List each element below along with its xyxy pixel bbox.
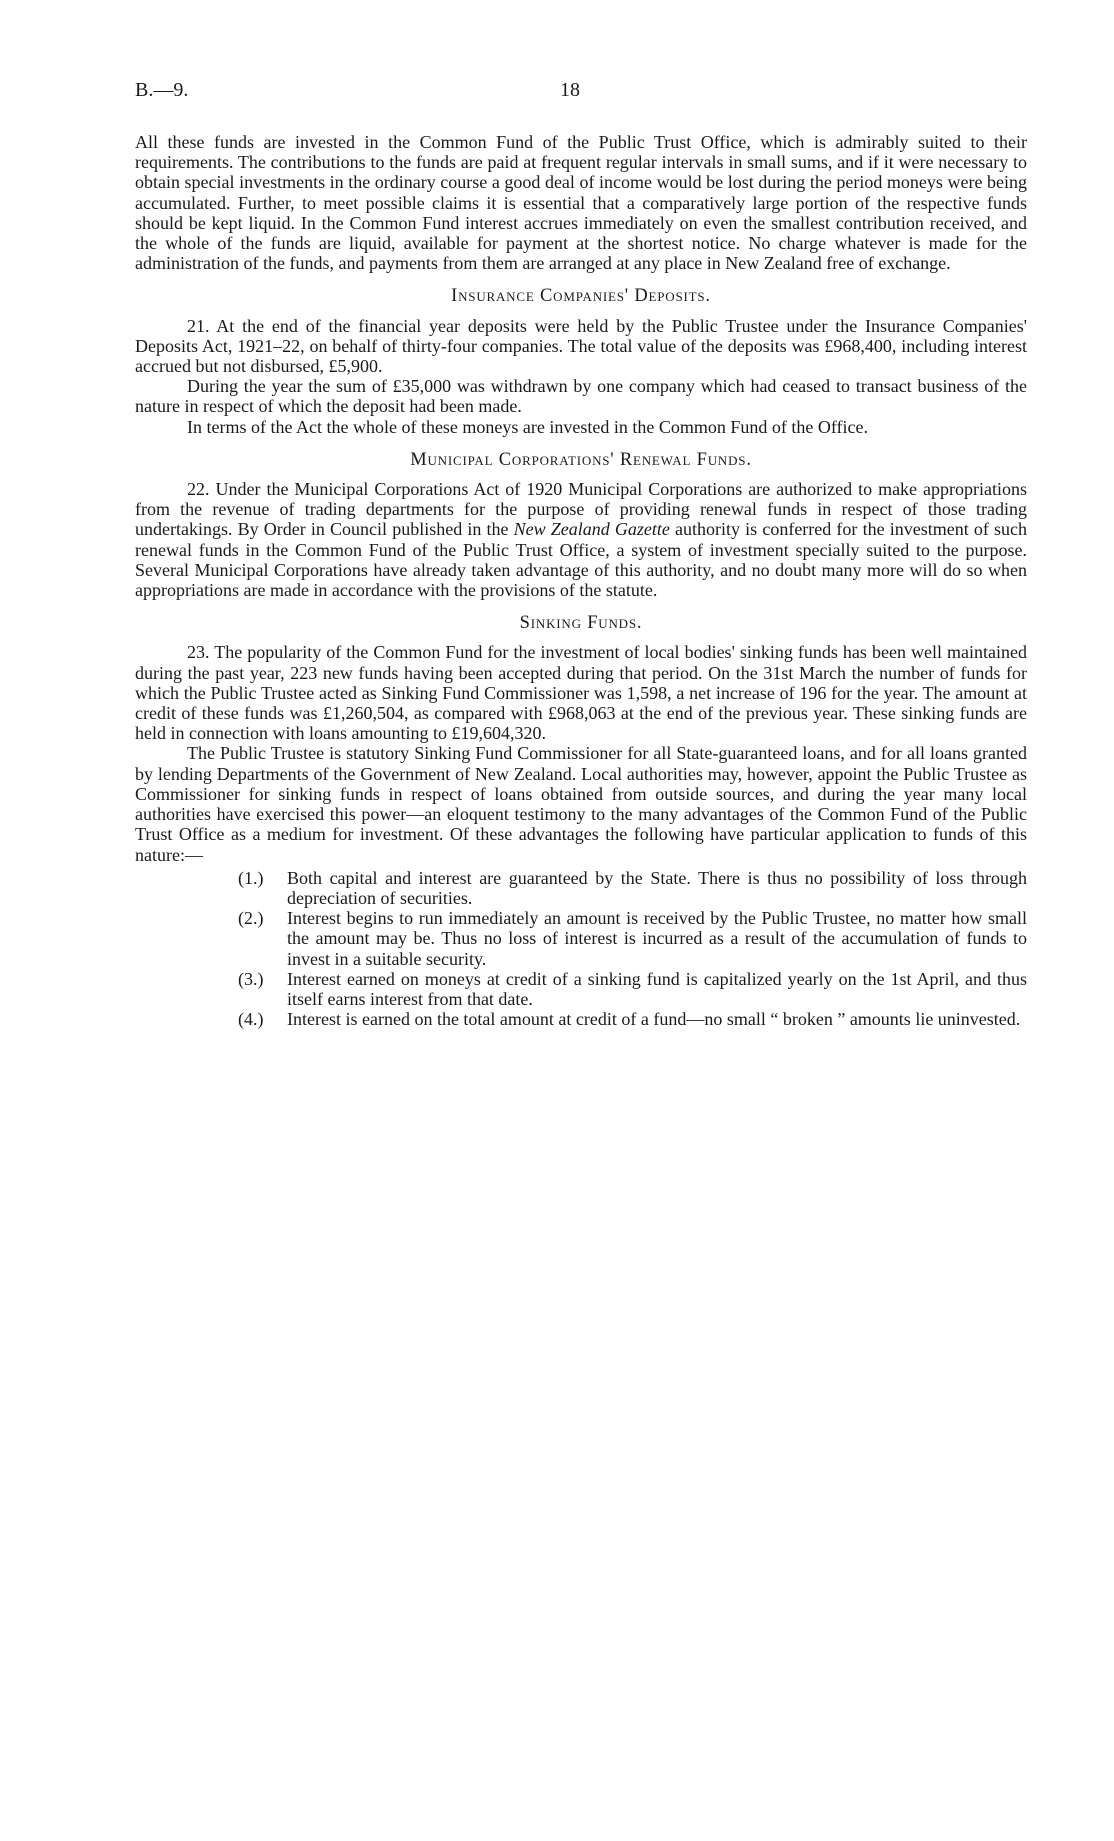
list-item-text: Interest begins to run immediately an amount is received by the Public Trustee, no matter how small the amount may be. Thus no loss of interest is incurred as a result of the accumulation of funds to invest in a suitable security. xyxy=(287,908,1027,969)
paragraph-21: 21. At the end of the financial year deposits were held by the Public Trustee under the Insurance Companies' Deposits Act, 1921–22, on behalf of thirty-four companies. The total value of the deposits was £968,400, including interest accrued but not disbursed, £5,900. xyxy=(135,315,1027,377)
heading-municipal-renewal-funds: Municipal Corporations' Renewal Funds. xyxy=(410,449,752,470)
list-item xyxy=(135,868,1027,908)
list-item-number: (2.) xyxy=(238,908,264,929)
advantages-list xyxy=(135,868,1027,1030)
list-item-text: Interest is earned on the total amount at credit of a fund—no small “ broken ” amounts lie uninvested. xyxy=(287,1009,1021,1030)
page-body xyxy=(135,132,1027,1029)
list-item xyxy=(135,908,1027,969)
heading-insurance-deposits: Insurance Companies' Deposits. xyxy=(451,286,711,307)
document-reference: B.—9. xyxy=(135,79,189,101)
heading-sinking-funds: Sinking Funds. xyxy=(519,613,643,634)
paragraph-22-part2: authority is conferred for the investment of such renewal funds in the Common Fund of the Public Trust Office, a system of investment specially suited to the purpose. Several Municipal Corporations have already taken advantage of this authority, and no doubt many more will do so when appropriations are made in accordance with the provisions of the statute. xyxy=(135,519,1027,601)
paragraph-22 xyxy=(135,479,1027,600)
list-item-number: (1.) xyxy=(238,867,264,888)
list-item-text: Interest earned on moneys at credit of a sinking fund is capitalized yearly on the 1st April, and thus itself earns interest from that date. xyxy=(287,968,1027,1009)
list-item xyxy=(135,969,1027,1009)
list-item xyxy=(135,1009,1027,1029)
paragraph-22-part1: 22. Under the Municipal Corporations Act of 1920 Municipal Corporations are authorized to make appropriations from the revenue of trading departments for the purpose of providing renewal funds in respect of those trading undertakings. By Order in Council published in the xyxy=(135,479,1027,540)
paragraph-23: 23. The popularity of the Common Fund for the investment of local bodies' sinking funds has been well maintained during the past year, 223 new funds having been accepted during that period. On the 31st March the number of funds for which the Public Trustee acted as Sinking Fund Commissioner was 1,598, a net increase of 196 for the year. The amount at credit of these funds was £1,260,504, as compared with £968,063 at the end of the previous year. These sinking funds are held in connection with loans amounting to £19,604,320. xyxy=(135,642,1027,744)
list-item-text: Both capital and interest are guaranteed by the State. There is thus no possibility of loss through depreciation of securities. xyxy=(287,867,1027,908)
list-item-number: (3.) xyxy=(238,968,264,989)
paragraph-common-fund: In terms of the Act the whole of these moneys are invested in the Common Fund of the Office. xyxy=(187,416,869,437)
page-number: 18 xyxy=(560,79,580,101)
list-item-number: (4.) xyxy=(238,1009,264,1030)
paragraph-statutory-commissioner: The Public Trustee is statutory Sinking Fund Commissioner for all State-guaranteed loans, and for all loans granted by lending Departments of the Government of New Zealand. Local authorities may, however, appoint the Public Trustee as Commissioner for sinking funds in respect of loans obtained from outside sources, and during the year many local authorities have exercised this power—an eloquent testimony to the many advantages of the Common Fund of the Public Trust Office as a medium for investment. Of these advantages the following have particular application to funds of this nature:— xyxy=(135,743,1027,865)
gazette-title: New Zealand Gazette xyxy=(513,519,670,540)
paragraph-withdrawal: During the year the sum of £35,000 was withdrawn by one company which had ceased to transact business of the nature in respect of which the deposit had been made. xyxy=(135,376,1027,417)
intro-paragraph: All these funds are invested in the Common Fund of the Public Trust Office, which is admirably suited to their requirements. The contributions to the funds are paid at frequent regular intervals in small sums, and if it were necessary to obtain special investments in the ordinary course a good deal of income would be lost during the period moneys were being accumulated. Further, to meet possible claims it is essential that a comparatively large portion of the respective funds should be kept liquid. In the Common Fund interest accrues immediately on even the smallest contribution received, and the whole of the funds are liquid, available for payment at the shortest notice. No charge whatever is made for the administration of the funds, and payments from them are arranged at any place in New Zealand free of exchange. xyxy=(135,132,1027,274)
